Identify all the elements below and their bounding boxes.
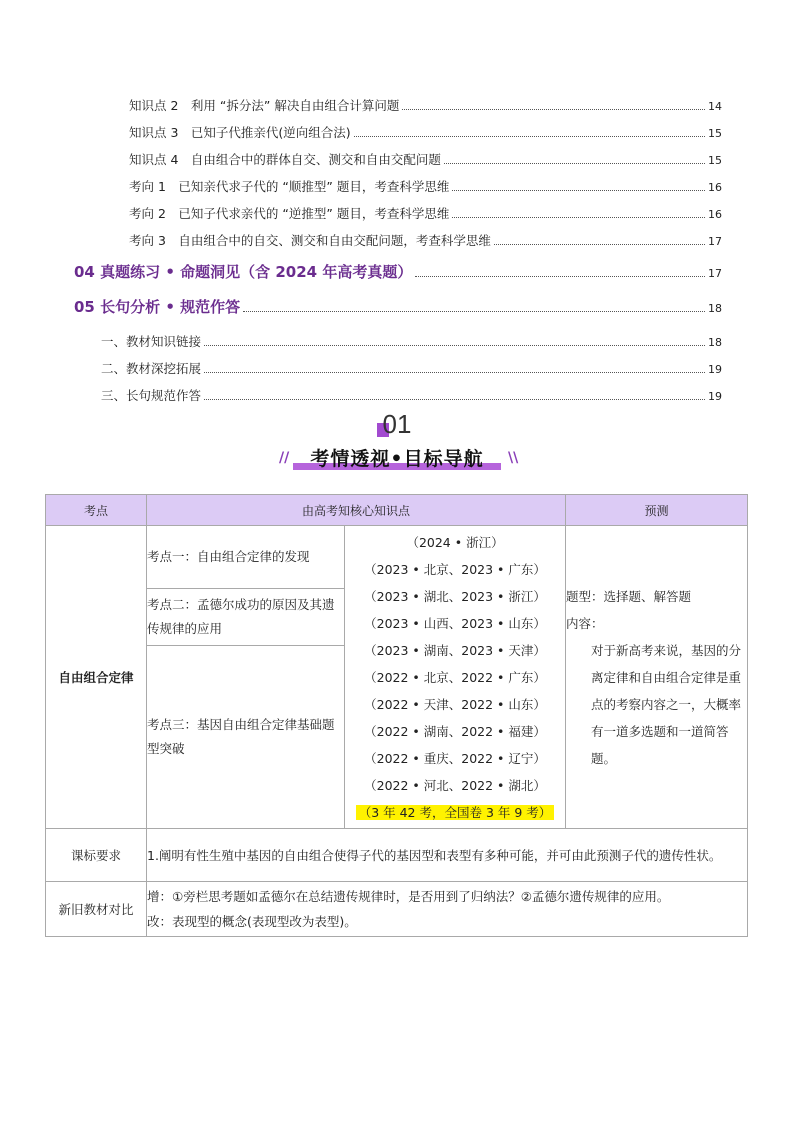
year-entry: （2024 • 浙江） (406, 534, 504, 550)
toc-section-entry[interactable] (74, 261, 722, 282)
toc-entry-label: 考向 3 自由组合中的自交、测交和自由交配问题，考查科学思维 (129, 233, 491, 248)
toc-page-number: 15 (708, 127, 722, 140)
prediction-type: 题型：选择题、解答题 (566, 588, 692, 604)
year-entry: （2022 • 河北、2022 • 湖北） (364, 777, 546, 793)
header-core-knowledge: 由高考知核心知识点 (147, 495, 566, 526)
toc-leader (204, 344, 705, 346)
toc-page-number: 16 (708, 181, 722, 194)
prediction-content-label: 内容： (566, 615, 604, 631)
toc-entry-label: 二、教材深挖拓展 (101, 361, 202, 376)
toc-section-entry[interactable] (74, 296, 722, 317)
year-entry: （2022 • 重庆、2022 • 辽宁） (364, 750, 546, 766)
toc-entry[interactable] (129, 123, 722, 141)
slash-right-decoration: \\ (508, 450, 519, 466)
toc-leader (354, 135, 705, 137)
exam-analysis-table (45, 494, 748, 937)
prediction-content: 对于新高考来说，基因的分离定律和自由组合定律是重点的考察内容之一，大概率有一道多选题和一道简答题。 (591, 642, 742, 766)
toc-page-number: 19 (708, 390, 722, 403)
toc-page-number: 17 (708, 267, 722, 280)
table-row (46, 526, 748, 589)
topic-label: 自由组合定律 (58, 670, 134, 685)
toc-leader (452, 216, 705, 218)
toc-page-number: 14 (708, 100, 722, 113)
year-entry: （2023 • 山西、2023 • 山东） (364, 615, 546, 631)
slash-left-decoration: // (279, 450, 290, 466)
header-exam-point: 考点 (46, 495, 147, 526)
years-summary-highlight: （3 年 42 考，全国卷 3 年 9 考） (356, 805, 555, 820)
toc-page-number: 19 (708, 363, 722, 376)
toc-entry-label: 知识点 3 已知子代推亲代(逆向组合法) (129, 125, 351, 140)
year-entry: （2022 • 北京、2022 • 广东） (364, 669, 546, 685)
prediction-cell (566, 526, 748, 829)
toc-section-label: 04 真题练习 • 命题洞见（含 2024 年高考真题） (74, 263, 413, 281)
exam-point-2: 考点二：孟德尔成功的原因及其遗传规律的应用 (147, 589, 345, 646)
toc-leader (243, 310, 705, 312)
year-entry: （2022 • 天津、2022 • 山东） (364, 696, 546, 712)
curriculum-label: 课标要求 (46, 829, 147, 882)
toc-page-number: 16 (708, 208, 722, 221)
toc-leader (452, 189, 705, 191)
topic-cell (46, 526, 147, 829)
toc-entry-label: 知识点 4 自由组合中的群体自交、测交和自由交配问题 (129, 152, 441, 167)
table-header-row (46, 495, 748, 526)
toc-page-number: 17 (708, 235, 722, 248)
toc-entry[interactable] (101, 332, 722, 350)
exam-point-1: 考点一：自由组合定律的发现 (147, 526, 345, 589)
section-title: 考情透视•目标导航 (310, 448, 484, 470)
toc-leader (444, 162, 705, 164)
toc-entry-label: 考向 2 已知子代求亲代的 “逆推型” 题目，考查科学思维 (129, 206, 450, 221)
year-entry: （2023 • 湖南、2023 • 天津） (364, 642, 546, 658)
table-row (46, 829, 748, 882)
compare-label: 新旧教材对比 (46, 882, 147, 937)
toc-leader (204, 371, 705, 373)
year-entry: （2023 • 北京、2023 • 广东） (364, 561, 546, 577)
toc-entry-label: 三、长句规范作答 (101, 388, 202, 403)
toc-entry[interactable] (129, 177, 722, 195)
year-entry: （2023 • 湖北、2023 • 浙江） (364, 588, 546, 604)
toc-entry-label: 考向 1 已知亲代求子代的 “顺推型” 题目，考查科学思维 (129, 179, 450, 194)
toc-section-label: 05 长句分析 • 规范作答 (74, 298, 241, 316)
toc-entry[interactable] (129, 204, 722, 222)
exam-point-3: 考点三：基因自由组合定律基础题型突破 (147, 646, 345, 829)
section-number-block (0, 409, 794, 440)
toc-page-number: 18 (708, 336, 722, 349)
toc-leader (415, 275, 705, 277)
toc-entry-label: 一、教材知识链接 (101, 334, 202, 349)
curriculum-text: 1.阐明有性生殖中基因的自由组合使得子代的基因型和表型有多种可能，并可由此预测子代的遗传性状。 (147, 829, 748, 882)
header-prediction: 预测 (566, 495, 748, 526)
toc-leader (494, 243, 705, 245)
toc-entry[interactable] (129, 150, 722, 168)
toc-entry[interactable] (129, 231, 722, 249)
toc-leader (204, 398, 705, 400)
compare-text (147, 882, 748, 937)
section-number: 01 (382, 409, 412, 439)
toc-leader (402, 108, 705, 110)
table-row (46, 882, 748, 937)
toc-entry[interactable] (101, 386, 722, 404)
toc-entry[interactable] (129, 96, 722, 114)
compare-added: 增：①旁栏思考题如孟德尔在总结遗传规律时，是否用到了归纳法？②孟德尔遗传规律的应用。 (147, 889, 670, 904)
toc-entry[interactable] (101, 359, 722, 377)
years-cell (345, 526, 566, 829)
toc-page-number: 18 (708, 302, 722, 315)
section-title-block (0, 444, 794, 471)
toc-page-number: 15 (708, 154, 722, 167)
compare-changed: 改：表现型的概念(表现型改为表型)。 (147, 914, 357, 929)
toc-entry-label: 知识点 2 利用 “拆分法” 解决自由组合计算问题 (129, 98, 400, 113)
year-entry: （2022 • 湖南、2022 • 福建） (364, 723, 546, 739)
